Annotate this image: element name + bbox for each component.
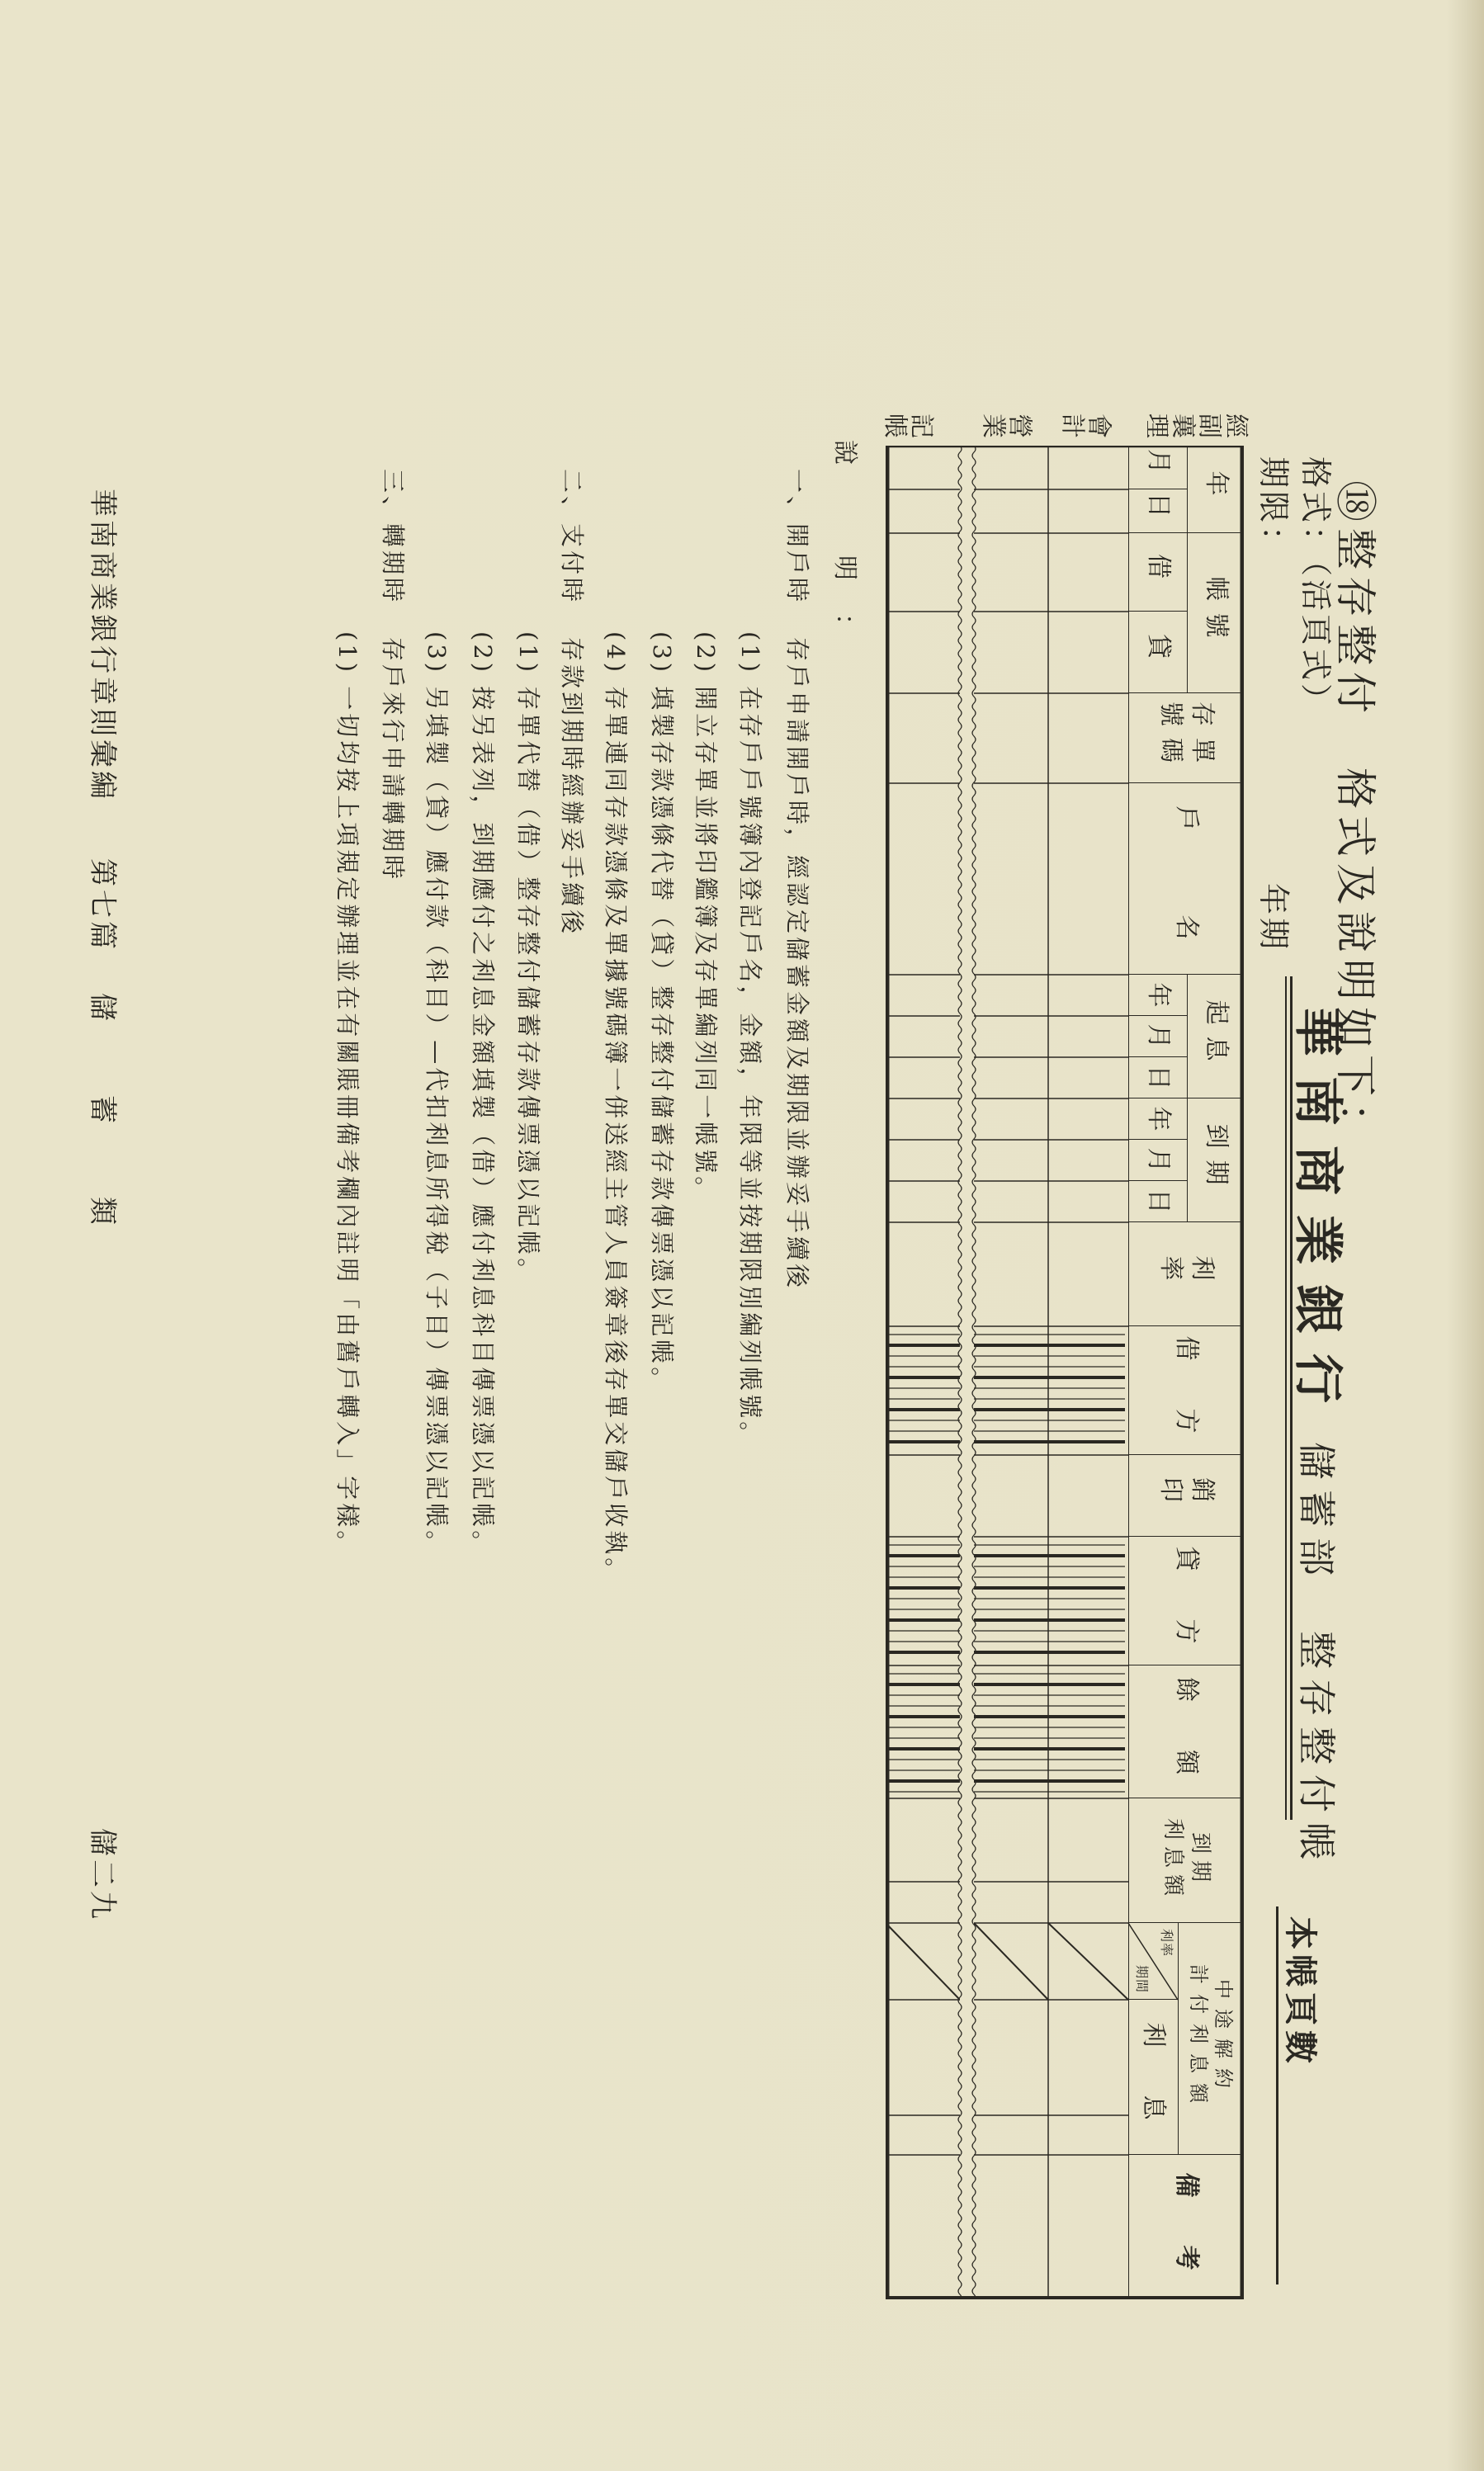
notes-item: (3) 另填製（貸）應付款（科目）—代扣利息所得稅（子目）傳票憑以記帳。 (423, 631, 451, 1558)
notes-item: (2) 開立存單並將印鑑簿及存單編列同一帳號。 (692, 631, 720, 1204)
footer-page-number: 儲二九 (86, 1828, 119, 1922)
header-account: 帳號 (1187, 533, 1244, 693)
header-due-date: 到期 (1187, 1098, 1244, 1222)
notes-item: (2) 按另表列，到期應付之利息金額填製（借）應付利息科目傳票憑以記帳。 (469, 631, 497, 1558)
header-start-month: 月 (1128, 1016, 1187, 1057)
notes-section-label: 一、開戶時 (783, 469, 811, 606)
heading-number: ⑱ (1331, 480, 1379, 528)
header-remarks: 備 考 (1128, 2155, 1244, 2299)
header-account-name: 戶 名 (1128, 783, 1244, 975)
header-certificate-no: 存單 號碼 (1128, 693, 1244, 783)
ledger-name: 整存整付帳 (1294, 1631, 1339, 1870)
notes-section-text: 存款到期時經辦妥手續後 (558, 637, 586, 938)
table-grid (886, 446, 1244, 2299)
header-rate: 利 率 (1128, 1222, 1244, 1326)
heading-title: 整存整付 (1331, 528, 1379, 720)
period-label: 期限： (1255, 456, 1292, 561)
break-band (960, 446, 974, 2299)
header-due-year: 年 (1128, 1098, 1187, 1140)
header-year: 年 (1187, 446, 1244, 533)
department-name: 儲蓄部 (1294, 1442, 1339, 1585)
header-due-interest: 到期 利息額 (1128, 1798, 1244, 1923)
header-account-debit: 借 (1128, 533, 1187, 612)
footer-category-1: 儲 (86, 993, 119, 1024)
header-day: 日 (1128, 489, 1187, 533)
header-early-period: 期間 (1134, 1964, 1150, 1993)
header-debit: 借 方 (1128, 1326, 1244, 1455)
header-due-month: 月 (1128, 1140, 1187, 1181)
header-credit: 貸 方 (1128, 1537, 1244, 1665)
cell-diagonal-line (1048, 1923, 1128, 2000)
period-unit: 年期 (1255, 883, 1292, 953)
signoff-accounting: 會計 (1060, 409, 1113, 437)
header-start-day: 日 (1128, 1057, 1187, 1098)
title-double-underline (1285, 976, 1293, 1820)
notes-item: (4) 存單連同存款憑條及單據號碼簿一併送經主管人員簽章後存單交儲戶收執。 (602, 631, 630, 1585)
header-month: 月 (1128, 446, 1187, 489)
notes-item: (1) 存單代替（借）整存整付儲蓄存款傳票憑以記帳。 (514, 631, 542, 1286)
notes-section-label: 三、轉期時 (379, 469, 407, 606)
header-balance: 餘 額 (1128, 1665, 1244, 1798)
bank-name: 華南商業銀行 (1288, 1007, 1346, 1423)
header-due-day: 日 (1128, 1181, 1187, 1222)
page-count-line (1276, 1906, 1278, 2284)
signoff-manager: 經副襄理 (1144, 409, 1250, 437)
signoff-business: 營業 (981, 409, 1033, 437)
cell-diagonal-line (886, 1923, 960, 2000)
notes-title: 說 明： (830, 440, 859, 671)
heading-suffix: 格式及說明如下： (1331, 768, 1379, 1150)
header-cancel-seal: 銷 印 (1128, 1455, 1244, 1537)
header-diagonal-line (1128, 1923, 1178, 2000)
header-early-withdrawal: 中途解約 計付利息額 (1178, 1923, 1244, 2155)
notes-item: (3) 填製存款憑條代替（貸）整存整付儲蓄存款傳票憑以記帳。 (648, 631, 676, 1395)
header-start-year: 年 (1128, 975, 1187, 1016)
notes-section-text: 存戶申請開戶時，經認定儲蓄金額及期限並辦妥手續後 (783, 637, 811, 1292)
cell-diagonal-line (974, 1923, 1048, 2000)
header-early-interest: 利 息 (1128, 2000, 1178, 2155)
notes-section-label: 二、支付時 (558, 469, 586, 606)
footer-category-3: 類 (86, 1197, 119, 1228)
header-start-date: 起息 (1187, 975, 1244, 1098)
header-early-rate: 利率 (1159, 1928, 1174, 1957)
footer-book-title: 華南商業銀行章則彙編 (86, 489, 119, 802)
signoff-bookkeeping: 記帳 (882, 409, 935, 437)
notes-section-text: 存戶來行申請轉期時 (379, 637, 407, 883)
footer-category-2: 蓄 (86, 1095, 119, 1127)
notes-item: (1) 在存戶戶號簿內登記戶名，金額，年限等並按期限別編列帳號。 (736, 631, 764, 1449)
ledger-table (886, 446, 1244, 2299)
header-account-credit: 貸 (1128, 612, 1187, 693)
page-count-label: 本帳頁數 (1281, 1916, 1320, 2068)
format-label: 格式：（活頁式） (1297, 456, 1334, 719)
notes-item: (1) 一切均按上項規定辦理並在有關賬冊備考欄內註明「由舊戶轉入」字樣。 (333, 631, 362, 1558)
footer-chapter: 第七篇 (86, 858, 119, 952)
